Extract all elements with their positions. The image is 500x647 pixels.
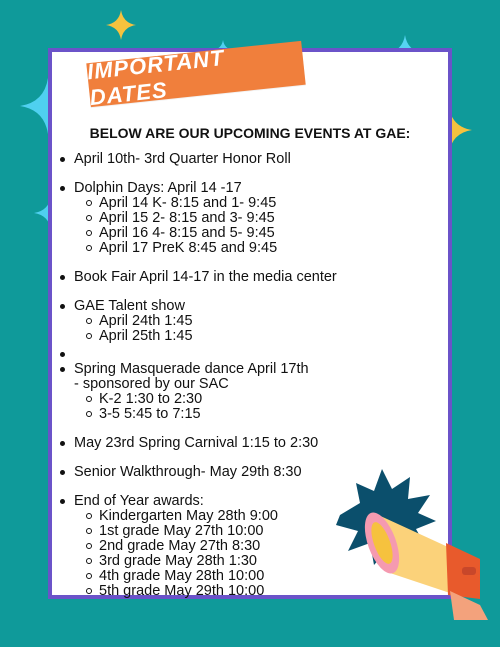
list-item: Dolphin Days: April 14 -17 April 14 K- 8:15 and 1- 9:45 April 15 2- 8:15 and 3- 9:45 April 16 4- 8:15 and 5- 9:45 April 17 PreK 8:45 and 9:45: [60, 181, 410, 256]
sub-list-item: 5th grade May 29th 10:00: [74, 584, 410, 599]
sub-list-item: 4th grade May 28th 10:00: [74, 569, 410, 584]
sub-list-item: 3-5 5:45 to 7:15: [74, 407, 410, 422]
list-item: GAE Talent show April 24th 1:45 April 25th 1:45: [60, 299, 410, 344]
sub-list-item: 2nd grade May 27th 8:30: [74, 539, 410, 554]
sub-list-item: 1st grade May 27th 10:00: [74, 524, 410, 539]
list-item-continuation: - sponsored by our SAC: [74, 376, 229, 392]
sparkle-icon: [106, 10, 136, 40]
list-item: End of Year awards: Kindergarten May 28th 9:00 1st grade May 27th 10:00 2nd grade May 27th 8:30 3rd grade May 28th 1:30 4th grade May 28th 10:00 5th grade May 29th 10:00: [60, 494, 410, 599]
sub-list-item: April 24th 1:45: [74, 314, 410, 329]
list-item: Senior Walkthrough- May 29th 8:30: [60, 465, 410, 480]
list-item: May 23rd Spring Carnival 1:15 to 2:30: [60, 436, 410, 451]
sub-list-item: 3rd grade May 28th 1:30: [74, 554, 410, 569]
megaphone-icon: [330, 455, 500, 620]
empty-list-item: [60, 350, 410, 358]
sub-list-item: April 17 PreK 8:45 and 9:45: [74, 241, 410, 256]
sub-list-item: K-2 1:30 to 2:30: [74, 392, 410, 407]
list-item: Book Fair April 14-17 in the media center: [60, 270, 410, 285]
page-heading: BELOW ARE OUR UPCOMING EVENTS AT GAE:: [89, 125, 411, 141]
sub-list-item: April 14 K- 8:15 and 1- 9:45: [74, 196, 410, 211]
sub-list-item: April 15 2- 8:15 and 3- 9:45: [74, 211, 410, 226]
sub-list-item: April 16 4- 8:15 and 5- 9:45: [74, 226, 410, 241]
list-item: Spring Masquerade dance April 17th - sponsored by our SAC K-2 1:30 to 2:30 3-5 5:45 to 7:15: [60, 362, 410, 422]
sub-list-item: Kindergarten May 28th 9:00: [74, 509, 410, 524]
title-banner: IMPORTANT DATES: [86, 41, 305, 107]
list-item: April 10th- 3rd Quarter Honor Roll: [60, 152, 410, 167]
sub-list-item: April 25th 1:45: [74, 329, 410, 344]
